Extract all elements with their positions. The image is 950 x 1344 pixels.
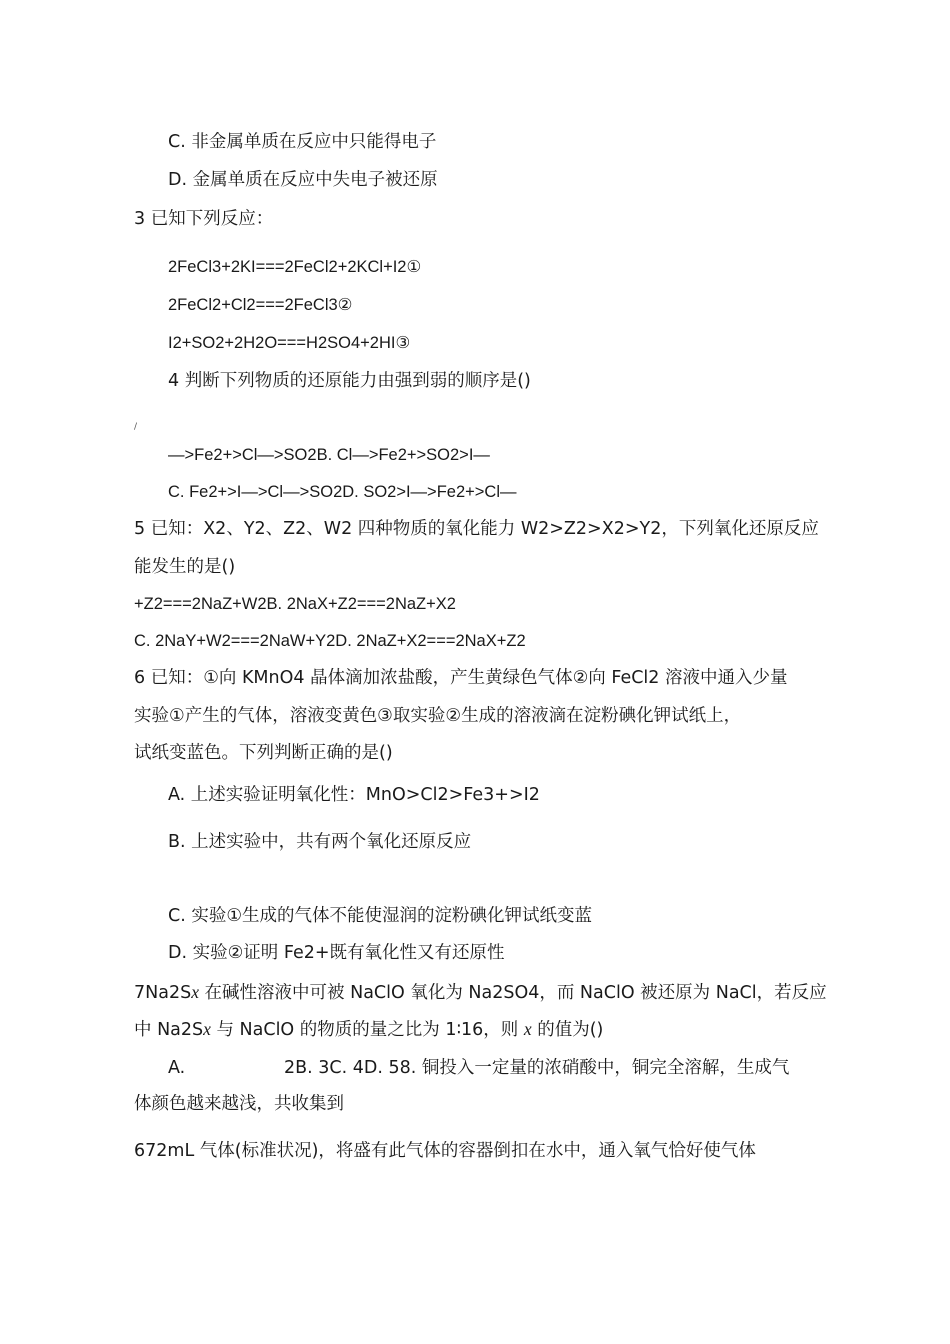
q7-option-a-label: A. [168,1058,186,1078]
q5-options-cd: C. 2NaY+W2===2NaW+Y2D. 2NaZ+X2===2NaX+Z2 [134,632,526,650]
q2-option-c: C. 非金属单质在反应中只能得电子 [168,132,437,152]
variable-x: x [191,982,199,1002]
q3-stem: 3 已知下列反应： [134,209,274,229]
q5-stem-line1: 5 已知：X2、Y2、Z2、W2 四种物质的氧化能力 W2>Z2>X2>Y2，下列氧化还原反应 [134,519,819,539]
q6-option-d: D. 实验②证明 Fe2+既有氧化性又有还原性 [168,943,505,963]
q6-stem-line3: 试纸变蓝色。下列判断正确的是() [134,743,393,763]
q5-options-ab: +Z2===2NaZ+W2B. 2NaX+Z2===2NaZ+X2 [134,595,456,613]
q6-stem-line1: 6 已知：①向 KMnO4 晶体滴加浓盐酸，产生黄绿色气体②向 FeCl2 溶液中通入少量 [134,668,788,688]
q6-option-a: A. 上述实验证明氧化性：MnO>Cl2>Fe3+>I2 [168,785,540,805]
q7-text: 中 Na2S [134,1020,204,1040]
q2-option-d: D. 金属单质在反应中失电子被还原 [168,170,438,190]
q6-stem-line2: 实验①产生的气体，溶液变黄色③取实验②生成的溶液滴在淀粉碘化钾试纸上， [134,706,742,726]
q4-options-cd: C. Fe2+>I—>Cl—>SO2D. SO2>I—>Fe2+>Cl— [168,483,517,501]
q7-stem-line2 [134,1017,603,1042]
reaction-3: I2+SO2+2H2O===H2SO4+2HI③ [168,334,411,352]
q4-stem: 4 判断下列物质的还原能力由强到弱的顺序是() [168,371,531,391]
q7-text: 在碱性溶液中可被 NaClO 氧化为 Na2SO4，而 NaClO 被还原为 NaCl，若反应 [198,983,827,1003]
q7-options-and-q8-stem: 2B. 3C. 4D. 58. 铜投入一定量的浓硝酸中，铜完全溶解，生成气 [284,1058,790,1078]
variable-x: x [203,1019,211,1039]
reaction-2: 2FeCl2+Cl2===2FeCl3② [168,296,353,314]
q8-stem-line2: 体颜色越来越浅，共收集到 [134,1094,344,1114]
q7-stem-line1 [134,980,827,1005]
q7-text: 与 NaClO 的物质的量之比为 1∶16，则 [210,1020,524,1040]
q6-option-c: C. 实验①生成的气体不能使湿润的淀粉碘化钾试纸变蓝 [168,906,593,926]
variable-x: x [523,1019,532,1039]
stray-mark: / [134,422,138,432]
q7-formula: 7Na2S [134,983,192,1003]
q6-option-b: B. 上述实验中，共有两个氧化还原反应 [168,832,472,852]
q5-stem-line2: 能发生的是() [134,557,236,577]
q8-stem-line3: 672mL 气体(标准状况)，将盛有此气体的容器倒扣在水中，通入氧气恰好使气体 [134,1141,756,1161]
q7-text: 的值为() [531,1020,604,1040]
q4-options-ab: —>Fe2+>Cl—>SO2B. Cl—>Fe2+>SO2>I— [168,446,490,464]
reaction-1: 2FeCl3+2KI===2FeCl2+2KCl+I2① [168,258,422,276]
